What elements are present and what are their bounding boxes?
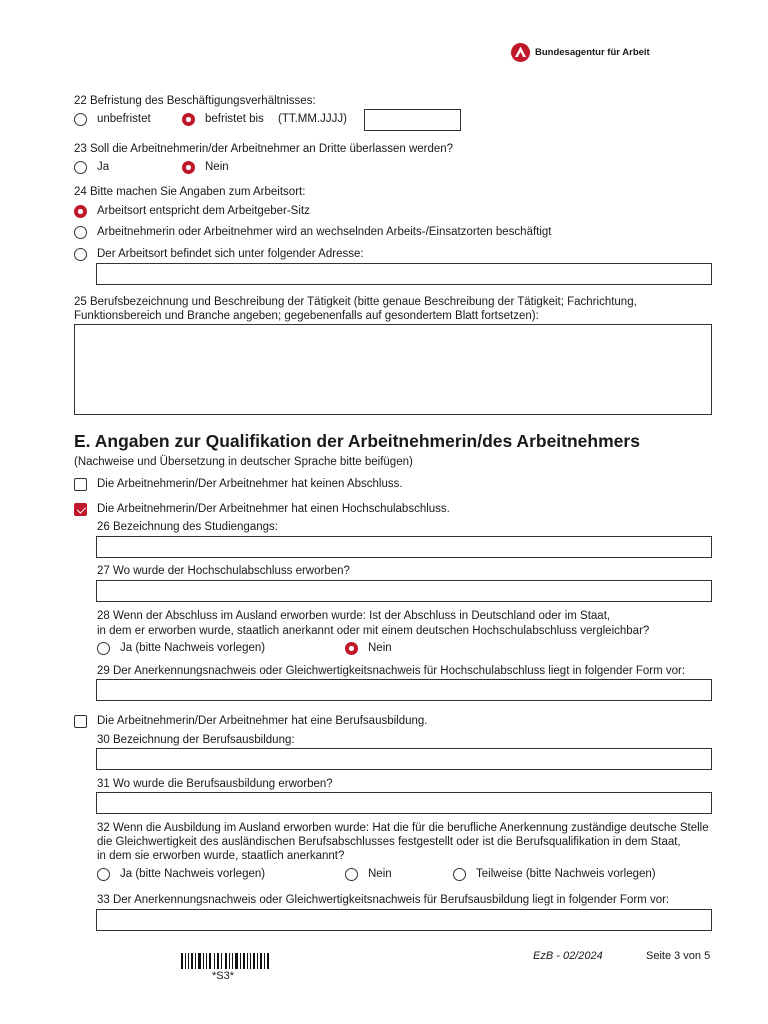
q23-option-nein: Nein [205, 161, 229, 173]
q24-label: 24 Bitte machen Sie Angaben zum Arbeitsort: [74, 186, 306, 198]
q32-radio-teilweise[interactable] [453, 868, 466, 881]
q22-option-unbefristet: unbefristet [97, 113, 151, 125]
q33-recognition-input[interactable] [96, 909, 712, 931]
q22-label: 22 Befristung des Beschäftigungsverhältnisses: [74, 95, 316, 107]
q22-date-input[interactable] [364, 109, 461, 131]
ba-logo-icon [511, 43, 530, 62]
q22-option-befristet: befristet bis [205, 113, 264, 125]
q23-radio-nein[interactable] [182, 161, 195, 174]
q27-label: 27 Wo wurde der Hochschulabschluss erworben? [97, 565, 350, 577]
q29-recognition-input[interactable] [96, 679, 712, 701]
checkbox-university-degree-label: Die Arbeitnehmerin/Der Arbeitnehmer hat einen Hochschulabschluss. [97, 503, 450, 515]
barcode-text: *S3* [212, 970, 235, 982]
barcode-graphic [181, 953, 271, 969]
section-e-title: E. Angaben zur Qualifikation der Arbeitnehmerin/des Arbeitnehmers [74, 431, 640, 451]
q32-label-line2: die Gleichwertigkeit des ausländischen Berufsabschlusses festgestellt oder ist die Berufsqualifikation in dem Staat, [97, 836, 681, 848]
q24-radio-adresse[interactable] [74, 248, 87, 261]
q28-label-line1: 28 Wenn der Abschluss im Ausland erworben wurde: Ist der Abschluss in Deutschland oder im Staat, [97, 610, 611, 622]
q24-option-adresse: Der Arbeitsort befindet sich unter folgender Adresse: [97, 248, 364, 260]
brand-name: Bundesagentur für Arbeit [535, 47, 650, 58]
q32-option-nein: Nein [368, 868, 392, 880]
checkbox-vocational-training-label: Die Arbeitnehmerin/Der Arbeitnehmer hat eine Berufsausbildung. [97, 715, 428, 727]
q28-option-ja: Ja (bitte Nachweis vorlegen) [120, 642, 266, 654]
q32-label-line3: in dem sie erworben wurde, staatlich anerkannt? [97, 850, 345, 862]
q24-radio-wechselnd[interactable] [74, 226, 87, 239]
q30-training-input[interactable] [96, 748, 712, 770]
q23-label: 23 Soll die Arbeitnehmerin/der Arbeitnehmer an Dritte überlassen werden? [74, 143, 454, 155]
q32-label-line1: 32 Wenn die Ausbildung im Ausland erworben wurde: Hat die für die berufliche Anerkennung zuständige deutsche Stelle [97, 822, 709, 834]
q24-option-wechselnd: Arbeitnehmerin oder Arbeitnehmer wird an wechselnden Arbeits-/Einsatzorten beschäftigt [97, 226, 552, 238]
q22-radio-befristet[interactable] [182, 113, 195, 126]
q24-radio-sitz[interactable] [74, 205, 87, 218]
q26-label: 26 Bezeichnung des Studiengangs: [97, 521, 278, 533]
q31-location-input[interactable] [96, 792, 712, 814]
q25-label-line2: Funktionsbereich und Branche angeben; gegebenenfalls auf gesondertem Blatt fortsetzen): [74, 310, 539, 322]
page-number: Seite 3 von 5 [646, 950, 711, 962]
q24-address-input[interactable] [96, 263, 712, 285]
q25-label-line1: 25 Berufsbezeichnung und Beschreibung der Tätigkeit (bitte genaue Beschreibung der Tätigkeit; Fachrichtung, [74, 296, 637, 308]
form-code: EzB - 02/2024 [533, 950, 603, 962]
section-e-subtitle: (Nachweise und Übersetzung in deutscher Sprache bitte beifügen) [74, 456, 413, 468]
checkbox-vocational-training[interactable] [74, 715, 87, 728]
q24-option-sitz: Arbeitsort entspricht dem Arbeitgeber-Sitz [97, 205, 310, 217]
q28-radio-ja[interactable] [97, 642, 110, 655]
q33-label: 33 Der Anerkennungsnachweis oder Gleichwertigkeitsnachweis für Berufsausbildung liegt in folgender Form vor: [97, 894, 670, 906]
checkbox-no-degree[interactable] [74, 478, 87, 491]
q26-study-input[interactable] [96, 536, 712, 558]
q28-radio-nein[interactable] [345, 642, 358, 655]
q22-radio-unbefristet[interactable] [74, 113, 87, 126]
checkbox-university-degree[interactable] [74, 503, 87, 516]
q32-radio-nein[interactable] [345, 868, 358, 881]
q27-location-input[interactable] [96, 580, 712, 602]
q28-option-nein: Nein [368, 642, 392, 654]
q29-label: 29 Der Anerkennungsnachweis oder Gleichwertigkeitsnachweis für Hochschulabschluss liegt in folgender Form vor: [97, 665, 686, 677]
q32-radio-ja[interactable] [97, 868, 110, 881]
q23-option-ja: Ja [97, 161, 110, 173]
q28-label-line2: in dem er erworben wurde, staatlich anerkannt oder mit einem deutschen Hochschulabschluss vergleichbar? [97, 625, 650, 637]
q32-option-ja: Ja (bitte Nachweis vorlegen) [120, 868, 266, 880]
q23-radio-ja[interactable] [74, 161, 87, 174]
q25-description-textarea[interactable] [74, 324, 712, 415]
checkbox-no-degree-label: Die Arbeitnehmerin/Der Arbeitnehmer hat keinen Abschluss. [97, 478, 403, 490]
q31-label: 31 Wo wurde die Berufsausbildung erworben? [97, 778, 333, 790]
q32-option-teilweise: Teilweise (bitte Nachweis vorlegen) [476, 868, 656, 880]
q22-date-format: (TT.MM.JJJJ) [278, 113, 347, 125]
q30-label: 30 Bezeichnung der Berufsausbildung: [97, 734, 295, 746]
